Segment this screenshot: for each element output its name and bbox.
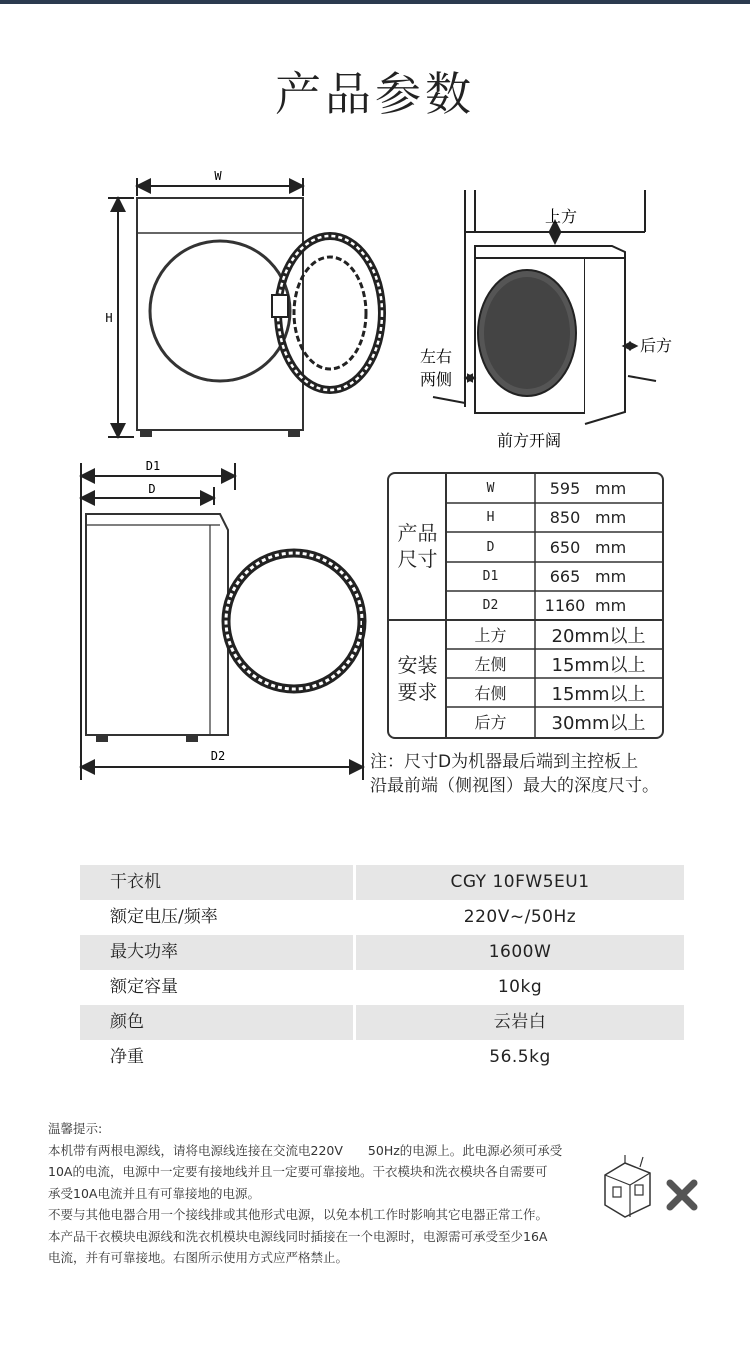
front-view-diagram bbox=[105, 169, 382, 437]
spec-label: 净重 bbox=[110, 1047, 144, 1067]
tips-line: 不要与其他电器合用一个接线排或其他形式电源，以免本机工作时影响其它电器正常工作。 bbox=[48, 1207, 549, 1222]
label-w: W bbox=[214, 169, 222, 183]
label-top: 上方 bbox=[545, 207, 578, 226]
note-line-1: 注：尺寸D为机器最后端到主控板上 bbox=[370, 752, 639, 772]
dimension-table bbox=[387, 472, 664, 739]
install-value: 15mm以上 bbox=[551, 654, 646, 676]
install-group-label-1: 安装 bbox=[397, 653, 438, 677]
spec-row bbox=[80, 1040, 684, 1075]
size-group-label-1: 产品 bbox=[397, 521, 438, 545]
dim-unit: mm bbox=[595, 537, 627, 557]
install-value: 30mm以上 bbox=[551, 712, 646, 734]
label-d: D bbox=[148, 482, 156, 496]
label-sides-line2: 两侧 bbox=[420, 370, 453, 389]
install-key: 后方 bbox=[474, 713, 507, 732]
dim-row bbox=[446, 474, 662, 503]
spec-label: 颜色 bbox=[80, 1005, 353, 1040]
spec-label: 干衣机 bbox=[80, 865, 353, 900]
tips-section bbox=[48, 1118, 604, 1269]
size-group-label-2: 尺寸 bbox=[397, 547, 438, 571]
page-title: 产品参数 bbox=[275, 67, 475, 121]
spec-row bbox=[80, 1005, 684, 1040]
spec-row bbox=[80, 900, 684, 935]
dimension-note bbox=[370, 750, 659, 798]
dim-row bbox=[446, 532, 662, 562]
tips-heading: 温馨提示: bbox=[48, 1121, 103, 1136]
dim-unit: mm bbox=[595, 567, 627, 586]
spec-value: 云岩白 bbox=[356, 1005, 684, 1040]
install-group-label-2: 要求 bbox=[397, 680, 438, 704]
dim-value: 650 bbox=[549, 537, 581, 557]
spec-value: CGY 10FW5EU1 bbox=[356, 865, 684, 900]
spec-row bbox=[80, 865, 684, 900]
note-line-2: 沿最前端（侧视图）最大的深度尺寸。 bbox=[370, 776, 659, 796]
label-back: 后方 bbox=[640, 336, 673, 355]
dim-value: 665 bbox=[549, 567, 581, 586]
dim-key: D2 bbox=[482, 598, 499, 613]
spec-row bbox=[80, 935, 684, 970]
spec-label: 最大功率 bbox=[80, 935, 353, 970]
dim-key: D bbox=[486, 539, 495, 555]
install-key: 左侧 bbox=[474, 655, 507, 674]
dim-row bbox=[446, 503, 662, 532]
dim-row bbox=[446, 591, 662, 620]
dim-value: 1160 bbox=[544, 596, 586, 615]
spec-value: 220V~/50Hz bbox=[463, 907, 577, 927]
installation-diagram bbox=[420, 190, 672, 450]
install-row bbox=[446, 678, 662, 707]
dim-value: 850 bbox=[549, 508, 581, 527]
tips-line: 本产品干衣模块电源线和洗衣机模块电源线同时插接在一个电源时，电源需可承受至少16A bbox=[48, 1228, 548, 1244]
prohibited-power-strip-icon bbox=[595, 1155, 705, 1225]
tips-line: 电流，并有可靠接地。右图所示使用方式应严格禁止。 bbox=[48, 1250, 349, 1265]
install-row bbox=[446, 707, 662, 736]
dim-key: D1 bbox=[482, 569, 499, 584]
spec-row bbox=[80, 970, 684, 1005]
tips-line: 10A的电流，电源中一定要有接地线并且一定要可靠接地。干衣模块和洗衣模块各自需要可 bbox=[48, 1164, 548, 1179]
label-d2: D2 bbox=[210, 749, 226, 763]
install-value: 20mm以上 bbox=[551, 625, 646, 647]
tips-line: 本机带有两根电源线，请将电源线连接在交流电220V 50Hz的电源上。此电源必须可承受 bbox=[48, 1142, 563, 1158]
dim-value: 595 bbox=[549, 479, 581, 498]
install-row bbox=[446, 649, 662, 678]
install-row bbox=[446, 620, 662, 649]
install-key: 右侧 bbox=[474, 684, 507, 703]
dim-unit: mm bbox=[595, 596, 627, 615]
side-view-diagram bbox=[81, 459, 363, 780]
spec-value: 10kg bbox=[497, 977, 543, 997]
spec-value: 56.5kg bbox=[489, 1047, 551, 1067]
label-sides-line1: 左右 bbox=[420, 347, 453, 366]
spec-table bbox=[80, 865, 684, 1075]
tips-line: 承受10A电流并且有可靠接地的电源。 bbox=[48, 1185, 260, 1201]
label-d1: D1 bbox=[145, 459, 161, 473]
spec-label: 额定电压/频率 bbox=[110, 907, 218, 927]
dim-key: H bbox=[486, 510, 495, 525]
dim-key: W bbox=[486, 481, 495, 496]
dim-unit: mm bbox=[595, 508, 627, 527]
dim-row bbox=[446, 562, 662, 591]
spec-value: 1600W bbox=[356, 935, 684, 970]
dim-unit: mm bbox=[595, 479, 627, 498]
install-value: 15mm以上 bbox=[551, 683, 646, 705]
install-key: 上方 bbox=[474, 626, 507, 645]
spec-label: 额定容量 bbox=[110, 977, 178, 997]
label-h: H bbox=[105, 311, 113, 325]
label-front: 前方开阔 bbox=[497, 431, 562, 450]
